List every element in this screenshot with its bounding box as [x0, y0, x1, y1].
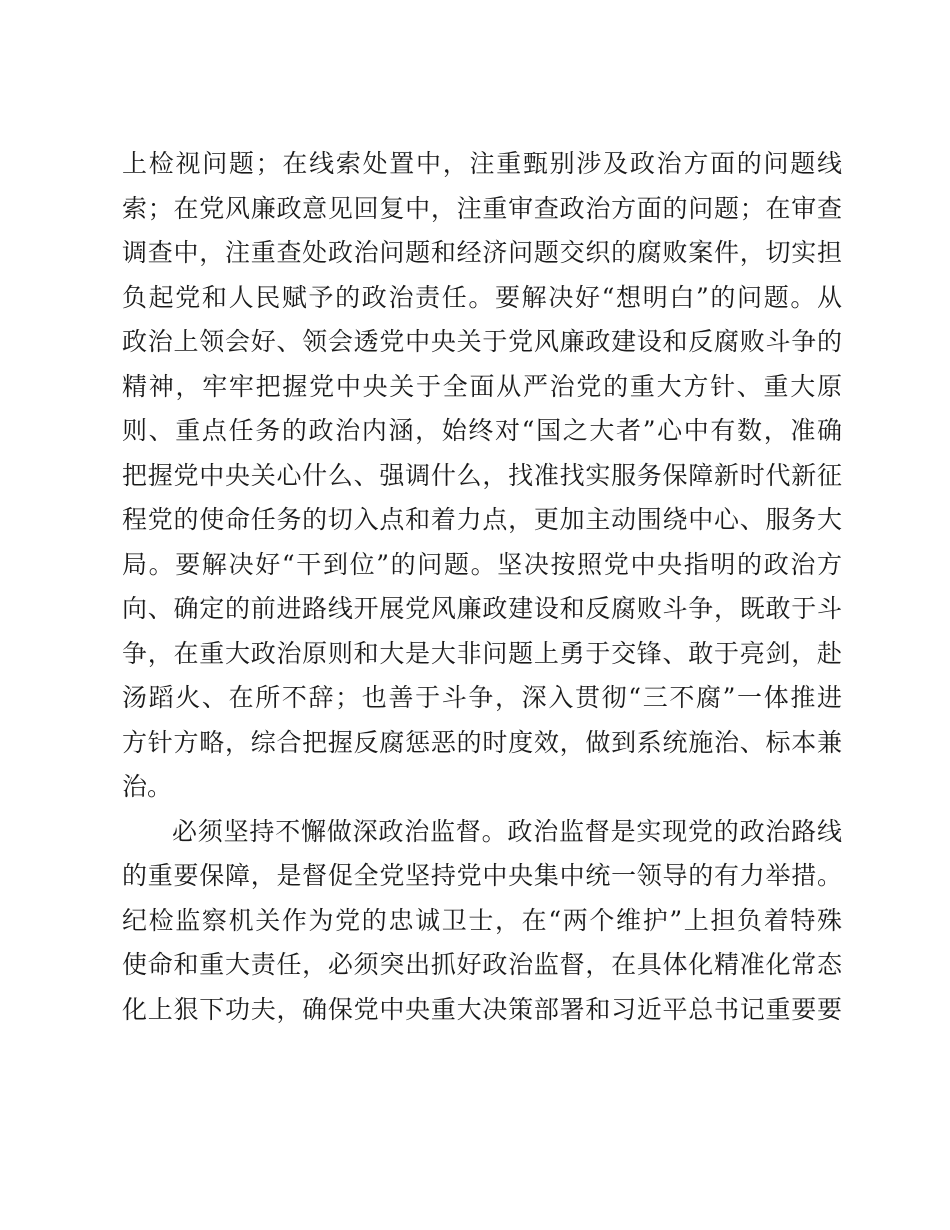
text-line: 负起党和人民赋予的政治责任。要解决好“想明白”的问题。从	[122, 282, 842, 312]
text-line: 方针方略，综合把握反腐惩恶的时度效，做到系统施治、标本兼	[122, 727, 842, 757]
document-body	[122, 142, 842, 1032]
text-line: 的重要保障，是督促全党坚持党中央集中统一领导的有力举措。	[122, 861, 842, 890]
text-line: 局。要解决好“干到位”的问题。坚决按照党中央指明的政治方	[122, 549, 842, 579]
text-line: 精神，牢牢把握党中央关于全面从严治党的重大方针、重大原	[122, 371, 842, 401]
text-line: 上检视问题；在线索处置中，注重甄别涉及政治方面的问题线	[122, 149, 842, 178]
text-line: 化上狠下功夫，确保党中央重大决策部署和习近平总书记重要要	[122, 994, 842, 1024]
paragraph-end-line: 治。	[122, 772, 173, 801]
paragraph-first-line: 必须坚持不懈做深政治监督。政治监督是实现党的政治路线	[172, 816, 842, 846]
text-line: 政治上领会好、领会透党中央关于党风廉政建设和反腐败斗争的	[122, 327, 842, 356]
text-line: 调查中，注重查处政治问题和经济问题交织的腐败案件，切实担	[122, 238, 842, 267]
text-line: 纪检监察机关作为党的忠诚卫士，在“两个维护”上担负着特殊	[122, 905, 842, 935]
text-line: 把握党中央关心什么、强调什么，找准找实服务保障新时代新征	[122, 460, 842, 490]
text-line: 程党的使命任务的切入点和着力点，更加主动围绕中心、服务大	[122, 505, 842, 534]
text-line: 向、确定的前进路线开展党风廉政建设和反腐败斗争，既敢于斗	[122, 594, 842, 623]
text-line: 使命和重大责任，必须突出抓好政治监督，在具体化精准化常态	[122, 950, 842, 979]
text-line: 则、重点任务的政治内涵，始终对“国之大者”心中有数，准确	[122, 416, 842, 445]
text-line: 索；在党风廉政意见回复中，注重审查政治方面的问题；在审查	[122, 193, 842, 223]
text-line: 汤蹈火、在所不辞；也善于斗争，深入贯彻“三不腐”一体推进	[122, 683, 842, 712]
text-line: 争，在重大政治原则和大是大非问题上勇于交锋、敢于亮剑，赴	[122, 638, 842, 668]
